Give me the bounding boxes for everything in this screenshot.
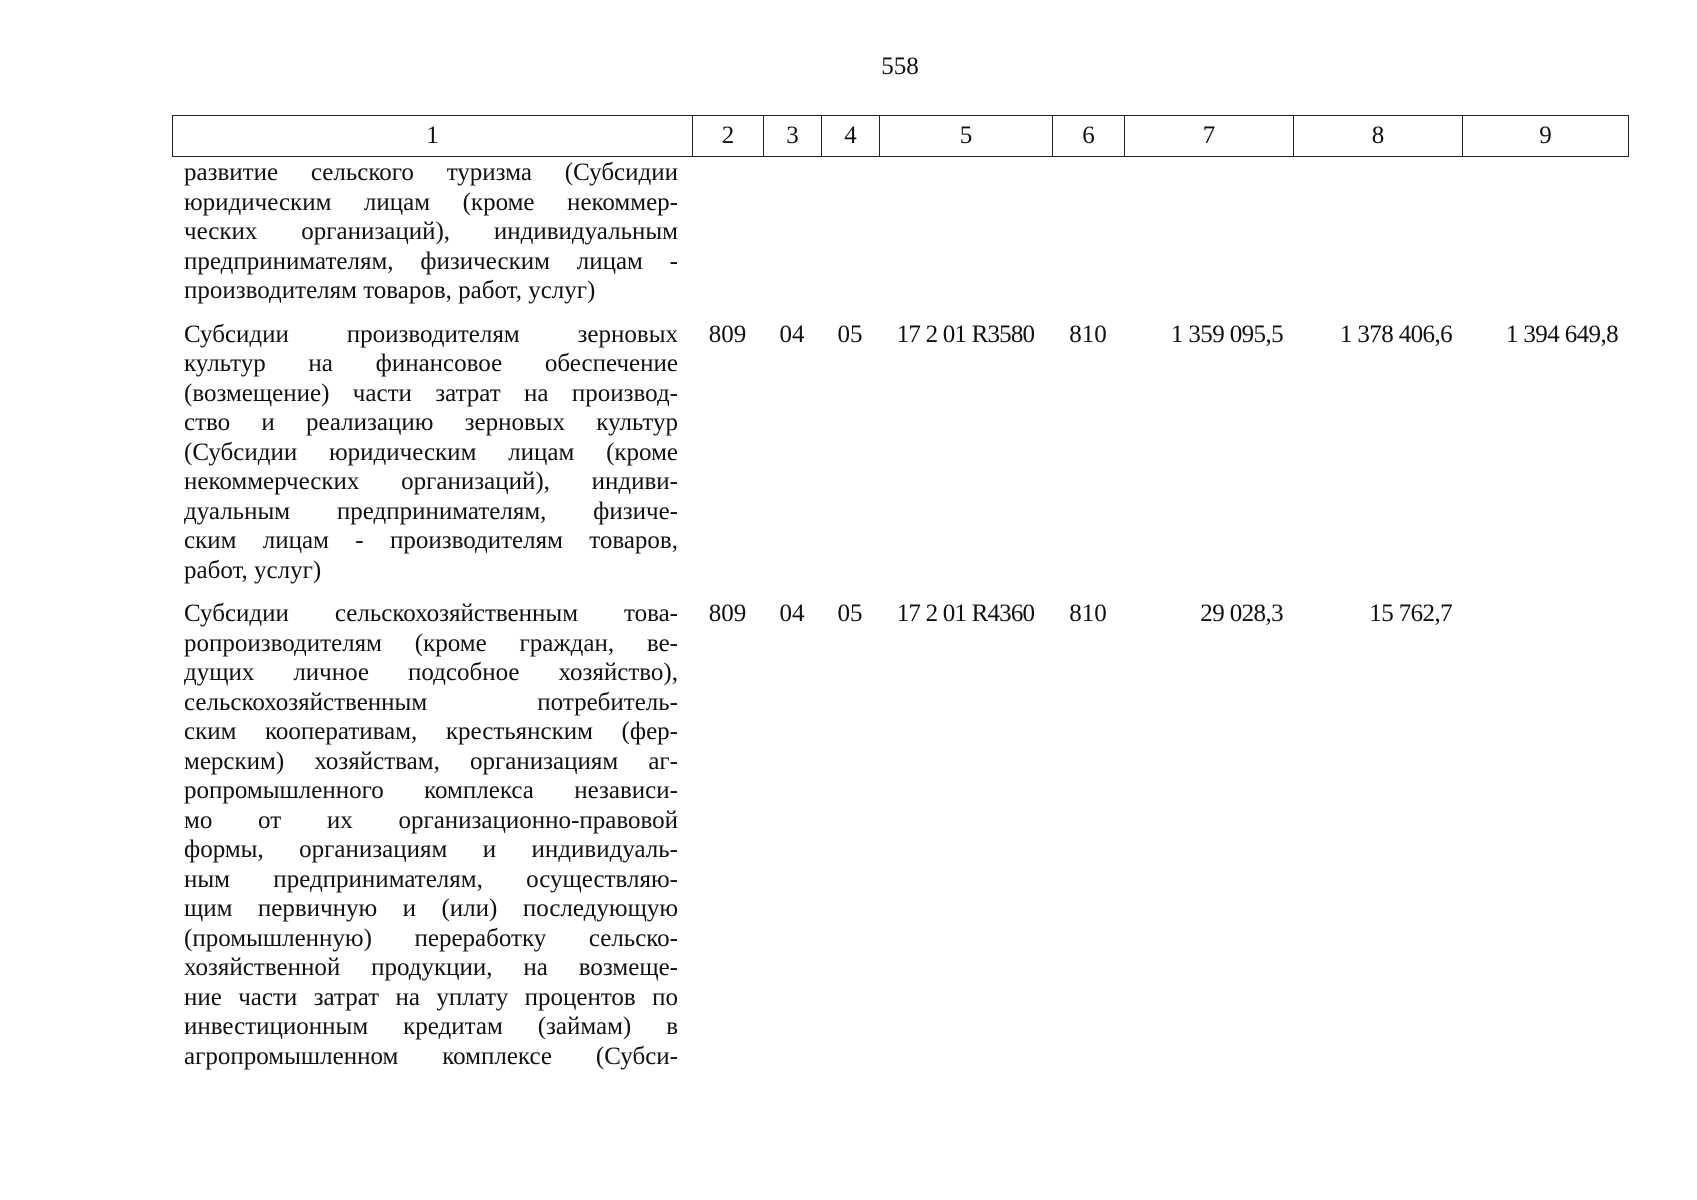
row-description bbox=[172, 320, 692, 586]
cell-target-article: 17 2 01 R4360 bbox=[896, 600, 1035, 627]
cell-subsection-code: 05 bbox=[837, 600, 863, 627]
description-line: мо от их организационно-правовой bbox=[184, 806, 678, 834]
cell-section-code: 04 bbox=[779, 320, 805, 348]
table-row bbox=[172, 599, 1628, 1071]
description-line: ским кооперативам, крестьянским (фер- bbox=[184, 718, 678, 745]
column-header-4: 4 bbox=[822, 116, 880, 157]
cell-amount-col8: 15 762,7 bbox=[1369, 600, 1452, 627]
description-line: юридическим лицам (кроме некоммер- bbox=[184, 188, 678, 216]
description-line: дуальным предпринимателям, физиче- bbox=[184, 497, 678, 525]
description-line: ропроизводителям (кроме граждан, ве- bbox=[184, 629, 678, 657]
column-header-6: 6 bbox=[1053, 116, 1125, 157]
cell-subsection-code: 05 bbox=[837, 320, 863, 348]
description-line: производителям товаров, работ, услуг) bbox=[184, 277, 596, 304]
description-line: хозяйственной продукции, на возмеще- bbox=[184, 954, 678, 981]
cell-amount-col9: 1 394 649,8 bbox=[1505, 320, 1618, 348]
description-line: инвестиционным кредитам (займам) в bbox=[184, 1013, 678, 1040]
description-line: (возмещение) части затрат на производ- bbox=[184, 379, 678, 407]
cell-ministry-code: 809 bbox=[708, 600, 747, 627]
column-header-7: 7 bbox=[1125, 116, 1294, 157]
description-line: некоммерческих организаций), индиви- bbox=[184, 468, 678, 495]
description-line: ство и реализацию зерновых культур bbox=[184, 409, 678, 436]
description-line: работ, услуг) bbox=[184, 556, 322, 584]
description-line: (промышленную) переработку сельско- bbox=[184, 924, 678, 952]
description-line: Субсидии сельскохозяйственным това- bbox=[184, 600, 678, 627]
row-description bbox=[172, 599, 692, 1071]
description-line: ропромышленного комплекса независи- bbox=[184, 777, 678, 804]
row-description bbox=[172, 158, 692, 306]
description-line: Субсидии производителям зерновых bbox=[184, 320, 678, 348]
description-line: формы, организациям и индивидуаль- bbox=[184, 836, 678, 863]
cell-target-article: 17 2 01 R3580 bbox=[896, 320, 1035, 348]
description-line: развитие сельского туризма (Субсидии bbox=[184, 159, 678, 186]
table-row bbox=[172, 158, 1628, 306]
column-header-1: 1 bbox=[173, 116, 693, 157]
cell-section-code: 04 bbox=[779, 600, 805, 627]
cell-ministry-code: 809 bbox=[708, 320, 747, 348]
description-line: мерским) хозяйствам, организациям аг- bbox=[184, 747, 678, 775]
table-row bbox=[172, 320, 1628, 586]
description-line: ческих организаций), индивидуальным bbox=[184, 218, 678, 245]
cell-amount-col8: 1 378 406,6 bbox=[1339, 320, 1452, 348]
cell-amount-col7: 1 359 095,5 bbox=[1170, 320, 1283, 348]
description-line: культур на финансовое обеспечение bbox=[184, 350, 678, 377]
column-header-5: 5 bbox=[880, 116, 1053, 157]
cell-amount-col7: 29 028,3 bbox=[1200, 600, 1283, 627]
table-body bbox=[172, 158, 1628, 1085]
column-header-row bbox=[173, 116, 1629, 157]
description-line: ние части затрат на уплату процентов по bbox=[184, 983, 678, 1011]
description-line: агропромышленном комплексе (Субси- bbox=[184, 1042, 678, 1070]
cell-expense-type: 810 bbox=[1069, 320, 1107, 348]
cell-expense-type: 810 bbox=[1069, 600, 1107, 627]
description-line: ским лицам - производителям товаров, bbox=[184, 527, 678, 554]
description-line: дущих личное подсобное хозяйство), bbox=[184, 659, 678, 686]
page-number: 558 bbox=[881, 53, 919, 80]
column-header-2: 2 bbox=[693, 116, 764, 157]
description-line: (Субсидии юридическим лицам (кроме bbox=[184, 438, 678, 466]
column-header-3: 3 bbox=[764, 116, 822, 157]
description-line: щим первичную и (или) последующую bbox=[184, 895, 678, 922]
description-line: ным предпринимателям, осуществляю- bbox=[184, 865, 678, 893]
column-header-table bbox=[172, 115, 1629, 157]
description-line: сельскохозяйственным потребитель- bbox=[184, 688, 678, 716]
column-header-8: 8 bbox=[1294, 116, 1463, 157]
column-header-9: 9 bbox=[1463, 116, 1629, 157]
description-line: предпринимателям, физическим лицам - bbox=[184, 247, 678, 275]
